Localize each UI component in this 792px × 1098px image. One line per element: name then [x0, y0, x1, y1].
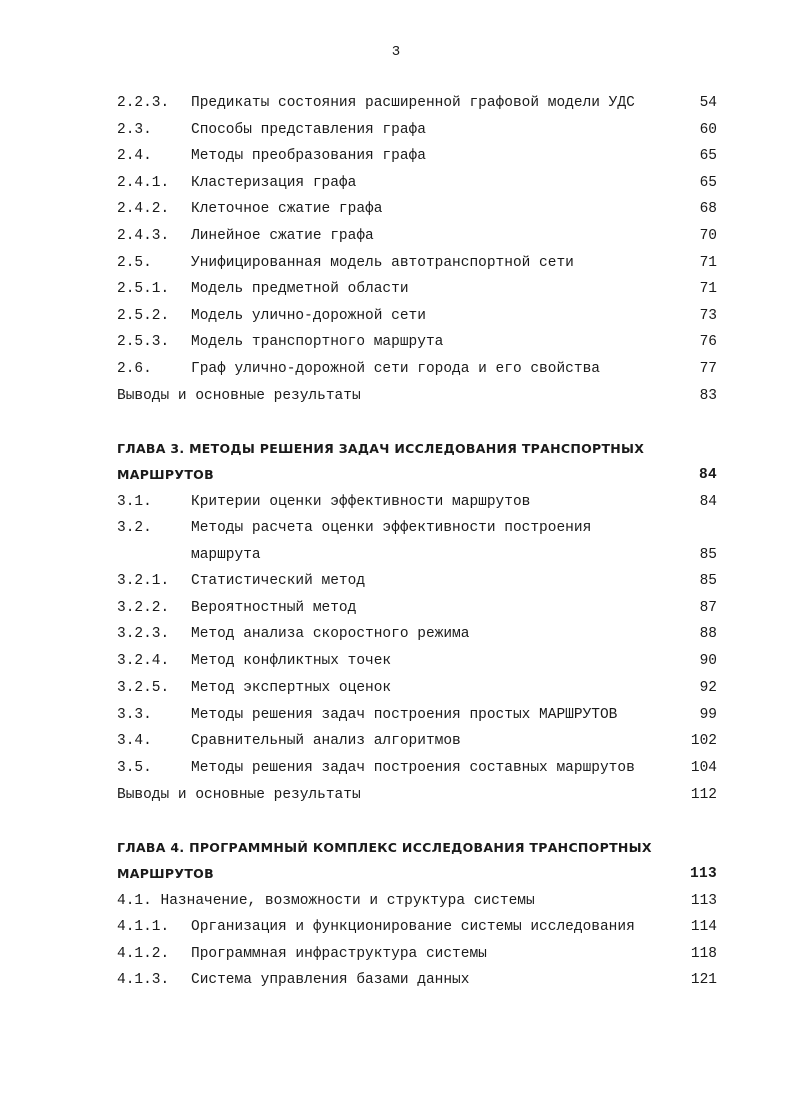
toc-number: 2.5.2.: [117, 307, 170, 324]
chapter-title-cont: МАРШРУТОВ: [117, 467, 214, 482]
toc-row: [117, 92, 717, 114]
chapter-page: 84: [698, 467, 717, 483]
toc-title: Вероятностный метод: [191, 599, 357, 616]
toc-title: Программная инфраструктура системы: [191, 945, 487, 962]
chapter-4-heading: [117, 837, 717, 859]
toc-row: [117, 172, 717, 194]
toc-page: 104: [690, 759, 717, 776]
toc-title: Клеточное сжатие графа: [191, 201, 383, 218]
toc-title: Унифицированная модель автотранспортной сети: [191, 254, 574, 271]
toc-row-4-1: [117, 890, 717, 912]
toc-row-conclusions-3: [117, 784, 717, 806]
toc-number: 2.4.2.: [117, 201, 170, 218]
toc-row: [117, 198, 717, 220]
toc-row: [117, 597, 717, 619]
toc-number: 3.5.: [117, 759, 152, 776]
toc-row: [117, 650, 717, 672]
toc-row: [117, 570, 717, 592]
toc-page: 68: [699, 201, 717, 218]
toc-page: 70: [699, 228, 717, 244]
toc-title: Сравнительный анализ алгоритмов: [191, 733, 461, 750]
toc-page: 112: [690, 787, 717, 803]
toc-page: 113: [690, 893, 717, 909]
toc-number: 4.1.1.: [117, 919, 170, 935]
toc-title: Метод анализа скоростного режима: [191, 626, 470, 643]
toc-page: 65: [699, 174, 717, 191]
toc-row: [117, 225, 717, 247]
toc-page: 54: [699, 95, 717, 111]
toc-page: 92: [699, 679, 717, 696]
toc-title: Выводы и основные результаты: [117, 787, 361, 803]
toc-title: Кластеризация графа: [191, 174, 357, 191]
toc-page: 85: [699, 573, 717, 589]
toc-page: 65: [699, 148, 717, 165]
toc-number: 2.2.3.: [117, 95, 170, 111]
chapter-title: ГЛАВА 4. ПРОГРАММНЫЙ КОМПЛЕКС ИССЛЕДОВАНИЯ ТРАНСПОРТНЫХ: [117, 840, 652, 855]
toc-page: 118: [690, 945, 717, 962]
toc-page: 77: [699, 361, 717, 377]
chapter-3-heading-cont: [117, 464, 717, 486]
toc-number: 3.2.5.: [117, 679, 170, 696]
toc-title-cont: маршрута: [191, 547, 261, 563]
toc-number: 2.3.: [117, 121, 152, 138]
toc-row: [117, 491, 717, 513]
toc-title: Критерии оценки эффективности маршрутов: [191, 494, 531, 510]
toc-number: 2.4.: [117, 148, 152, 165]
page-number: 3: [391, 44, 401, 60]
toc-page: 73: [699, 307, 717, 324]
chapter-4-heading-cont: [117, 863, 717, 885]
toc-page: 102: [690, 733, 717, 750]
toc-page: 87: [699, 599, 717, 616]
toc-number: 3.2.1.: [117, 573, 170, 589]
toc-title: Предикаты состояния расширенной графовой модели УДС: [191, 95, 635, 111]
toc-title: Методы решения задач построения составных маршрутов: [191, 759, 635, 776]
toc-row-3-2: [117, 517, 717, 539]
toc-title: Методы преобразования графа: [191, 148, 426, 165]
toc-title: Метод конфликтных точек: [191, 653, 392, 670]
toc-row: [117, 119, 717, 141]
toc-number: 3.3.: [117, 706, 152, 723]
toc-row: [117, 145, 717, 167]
toc-row: [117, 623, 717, 645]
toc-row: [117, 704, 717, 726]
toc-title: Организация и функционирование системы исследования: [191, 919, 635, 935]
toc-page: 88: [699, 626, 717, 643]
toc-row: [117, 916, 717, 938]
toc-page: 121: [690, 972, 717, 988]
toc-page: 83: [699, 388, 717, 404]
toc-page: 90: [699, 653, 717, 670]
toc-title: Методы расчета оценки эффективности построения: [191, 520, 592, 536]
toc-number: 3.2.4.: [117, 653, 170, 670]
toc-row: [117, 757, 717, 779]
toc-number: 2.4.3.: [117, 228, 170, 244]
toc-row: [117, 358, 717, 380]
toc-title: Модель улично-дорожной сети: [191, 307, 426, 324]
toc-number: 3.2.2.: [117, 599, 170, 616]
toc-page: 85: [699, 547, 717, 563]
toc-number: 2.4.1.: [117, 174, 170, 191]
toc-title: 4.1. Назначение, возможности и структура системы: [117, 893, 535, 909]
chapter-title-cont: МАРШРУТОВ: [117, 866, 214, 881]
toc-page: 84: [699, 494, 717, 510]
toc-title: Граф улично-дорожной сети города и его свойства: [191, 361, 600, 377]
toc-page: 76: [699, 334, 717, 351]
toc-row-conclusions-1: [117, 385, 717, 407]
toc-row: [117, 943, 717, 965]
toc-row: [117, 331, 717, 353]
chapter-3-heading: [117, 438, 717, 460]
toc-page: 114: [690, 919, 717, 935]
toc-number: 3.1.: [117, 494, 152, 510]
toc-page: 71: [699, 281, 717, 298]
toc-number: 2.5.: [117, 254, 152, 271]
toc-page: 60: [699, 121, 717, 138]
toc-number: 4.1.2.: [117, 945, 170, 962]
toc-row: [117, 305, 717, 327]
chapter-page: 113: [689, 866, 717, 882]
toc-title: Статистический метод: [191, 573, 366, 589]
toc-title: Система управления базами данных: [191, 972, 470, 988]
toc-number: 3.2.3.: [117, 626, 170, 643]
chapter-title: ГЛАВА 3. МЕТОДЫ РЕШЕНИЯ ЗАДАЧ ИССЛЕДОВАНИЯ ТРАНСПОРТНЫХ: [117, 441, 645, 456]
toc-title: Линейное сжатие графа: [191, 228, 374, 244]
toc-number: 2.5.1.: [117, 281, 170, 298]
toc-number: 4.1.3.: [117, 972, 170, 988]
toc-title: Метод экспертных оценок: [191, 679, 392, 696]
toc-title: Выводы и основные результаты: [117, 388, 361, 404]
toc-row-3-2-cont: [117, 544, 717, 566]
toc-row: [117, 278, 717, 300]
toc-number: 2.5.3.: [117, 334, 170, 351]
toc-row: [117, 252, 717, 274]
toc-title: Методы решения задач построения простых МАРШРУТОВ: [191, 706, 618, 723]
toc-page: 99: [699, 706, 717, 723]
toc-number: 2.6.: [117, 361, 152, 377]
toc-row: [117, 677, 717, 699]
toc-row: [117, 969, 717, 991]
toc-title: Способы представления графа: [191, 121, 426, 138]
toc-title: Модель предметной области: [191, 281, 409, 298]
toc-row: [117, 730, 717, 752]
toc-number: 3.4.: [117, 733, 152, 750]
toc-title: Модель транспортного маршрута: [191, 334, 444, 351]
toc-number: 3.2.: [117, 520, 152, 536]
toc-page: 71: [699, 254, 717, 271]
